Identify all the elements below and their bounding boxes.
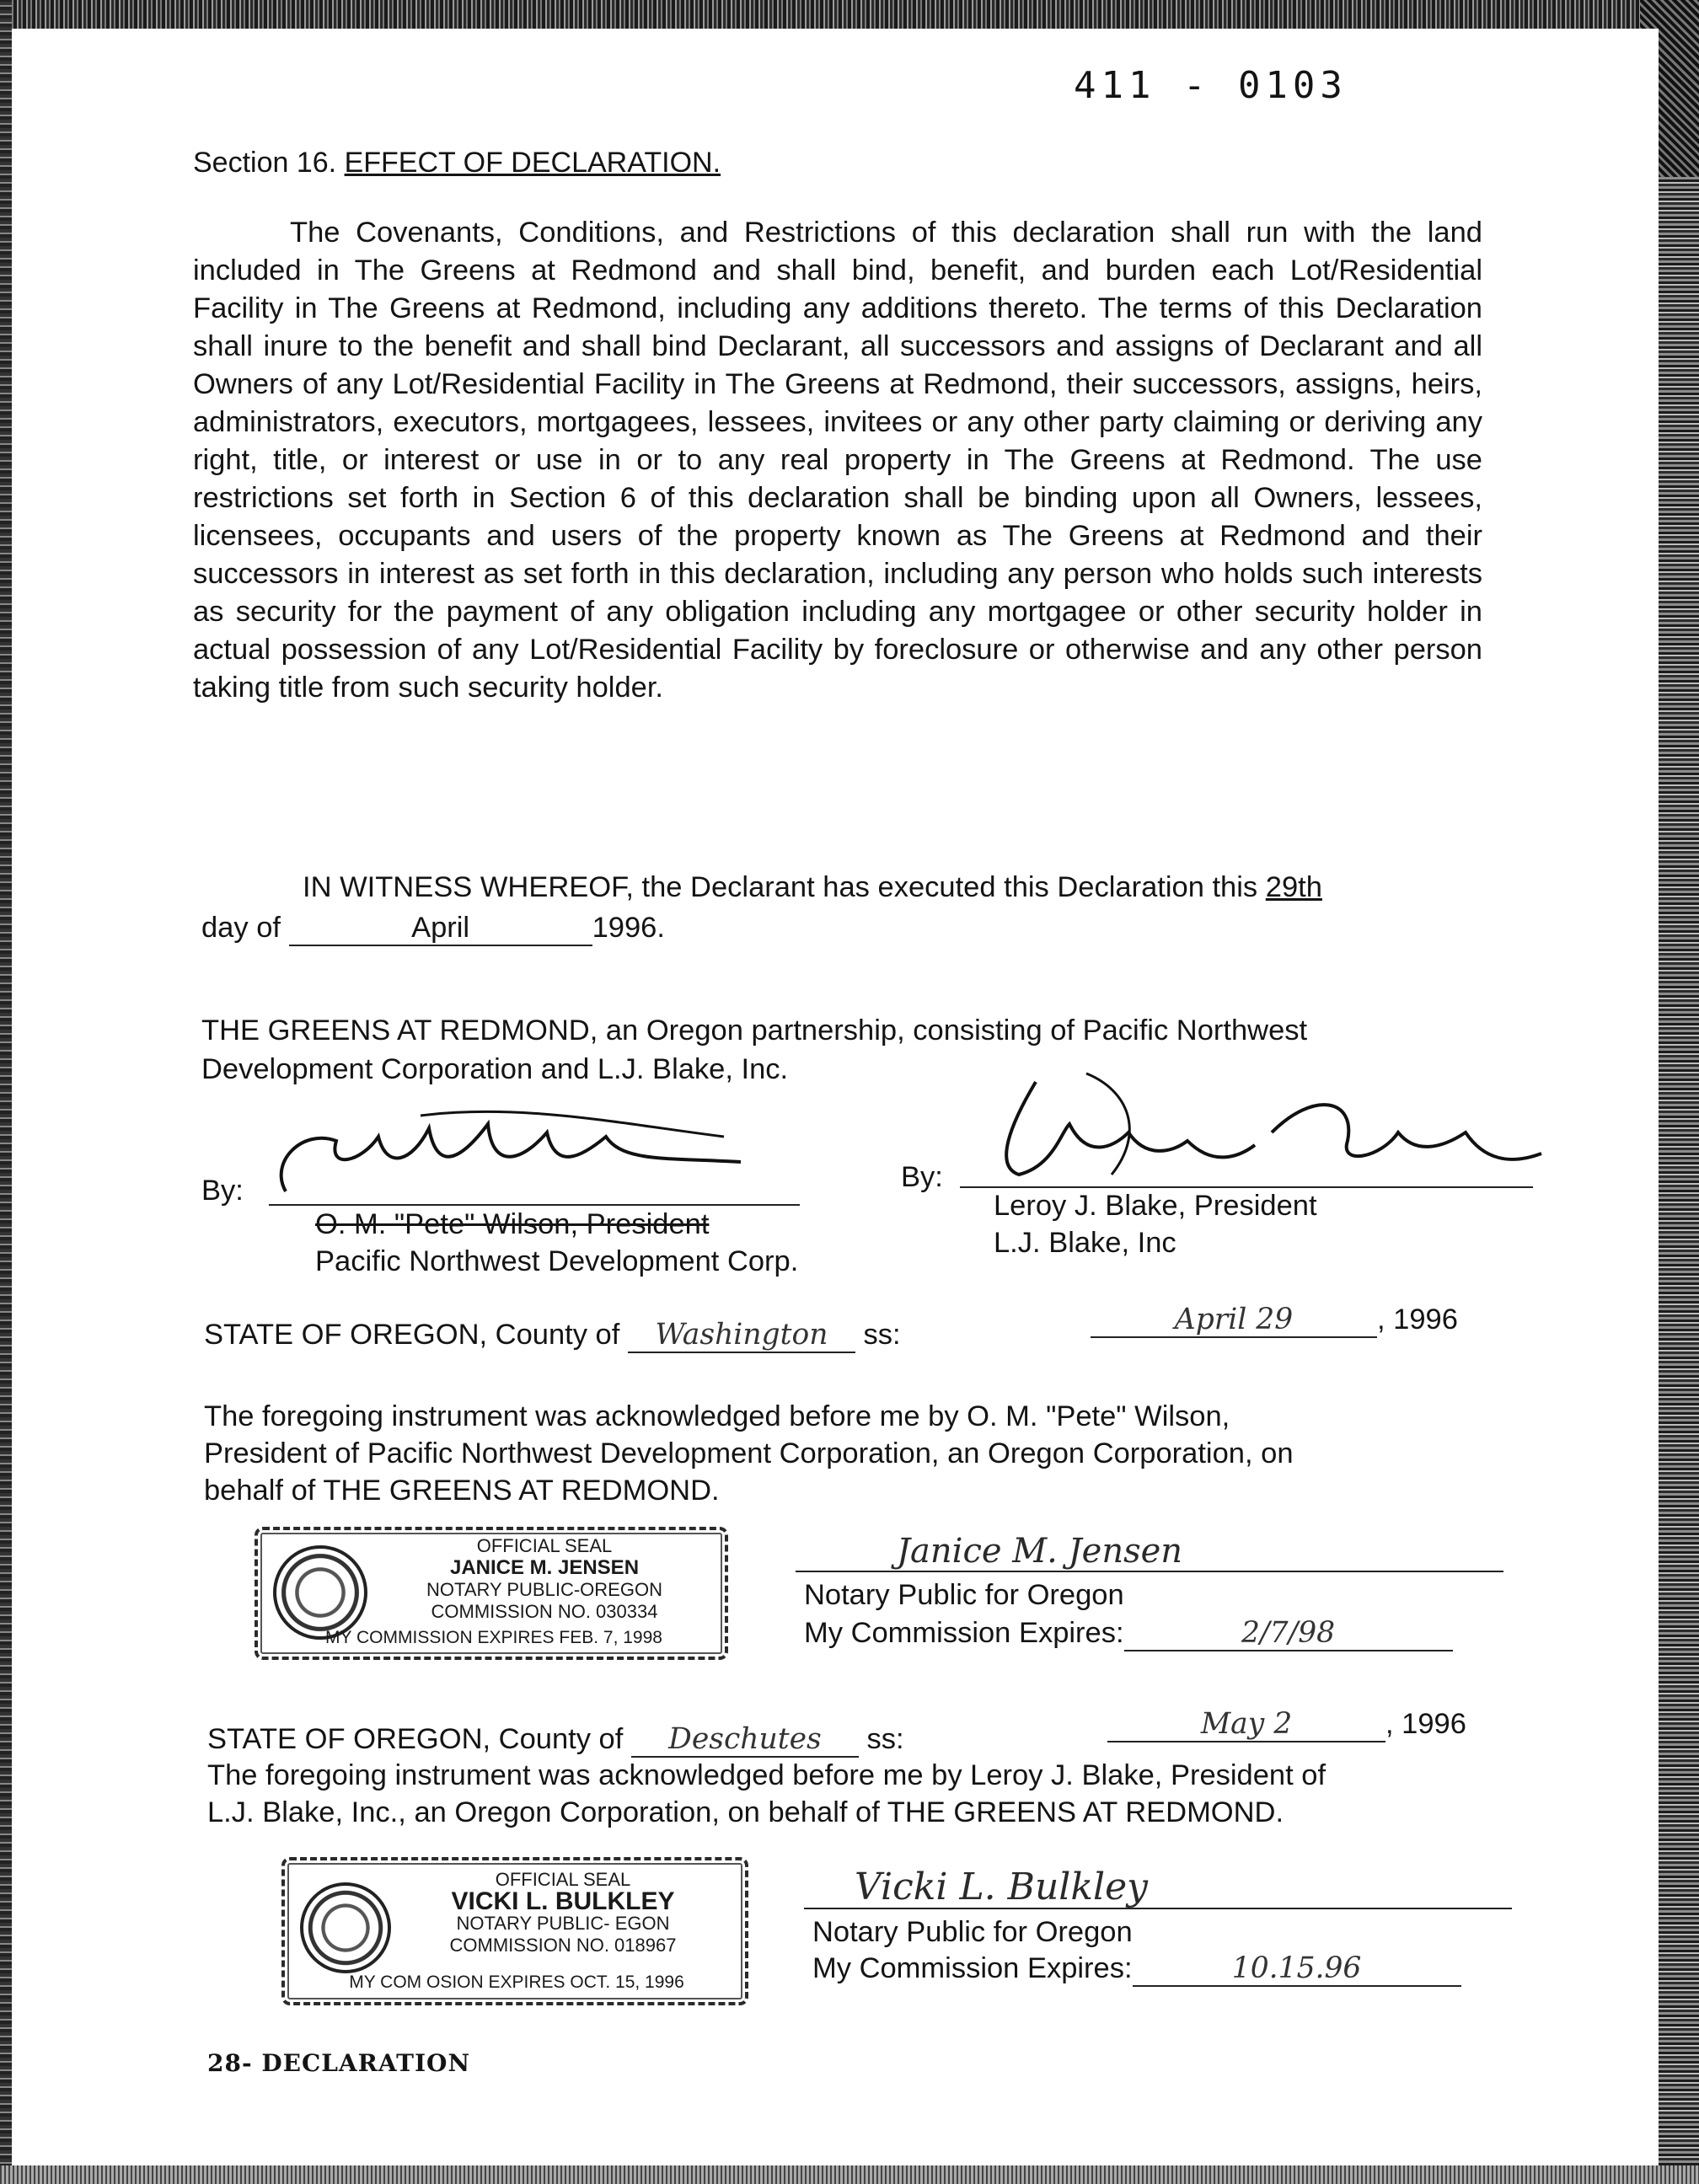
witness-day: 29th (1265, 871, 1322, 903)
notary-2-signature: Vicki L. Bulkley (855, 1866, 1149, 1908)
signature-2-line (960, 1132, 1533, 1188)
ack2-text-2: L.J. Blake, Inc., an Oregon Corporation, on behalf of THE GREENS AT REDMOND. (207, 1796, 1284, 1828)
body-paragraph: The Covenants, Conditions, and Restrictions of this declaration shall run with the land included in The Greens at Redmond and shall bind, benefit, and burden each Lot/Residential Facility in The Greens at Redmond, including any additions thereto. The terms of this Declaration shall inure to the benefit and shall bind Declarant, all successors and assigns of Declarant and all Owners of any Lot/Residential Facility in The Greens at Redmond, their successors, assigns, heirs, administrators, executors, mortgagees, lessees, invitees or any other party claiming or deriving any right, title, or interest or use in or to any real property in The Greens at Redmond. The use restrictions set forth in Section 6 of this declaration shall be binding upon all Owners, lessees, licensees, occupants and users of the property known as The Greens at Redmond and their successors in interest as set forth in this declaration, including any person who holds such interests as security for the payment of any obligation including any mortgagee or other security holder in actual possession of any Lot/Residential Facility by foreclosure or otherwise and any other person taking title from such security holder. (193, 217, 1482, 704)
seal-1-text (376, 1535, 713, 1623)
scan-border-right (1659, 0, 1699, 2184)
ack1-state-line (204, 1318, 901, 1353)
ack1-ss: ss: (863, 1319, 901, 1351)
ack2-ss: ss: (866, 1723, 904, 1755)
seal-2-line-2: COMMISSION NO. 018967 (449, 1935, 677, 1956)
ack1-text-1: The foregoing instrument was acknowledged before me by O. M. "Pete" Wilson, (204, 1400, 1230, 1432)
ack2-date-line (1107, 1707, 1466, 1742)
witness-text: IN WITNESS WHEREOF, the Declarant has executed this Declaration this (303, 871, 1258, 903)
seal-2-title: OFFICIAL SEAL (495, 1869, 631, 1890)
notary-1-label: Notary Public for Oregon (804, 1579, 1124, 1611)
ack1-text-3: behalf of THE GREENS AT REDMOND. (204, 1475, 720, 1507)
signature-1-by: By: (201, 1175, 244, 1207)
signature-2-scribble (960, 1073, 1533, 1127)
seal-2-line-1: NOTARY PUBLIC- EGON (456, 1913, 670, 1934)
signature-1-name (315, 1208, 709, 1241)
seal-1-line-1: NOTARY PUBLIC-OREGON (426, 1579, 662, 1600)
section-title: EFFECT OF DECLARATION. (344, 147, 721, 179)
ack2-state-line (207, 1722, 904, 1758)
notary-1-signature: Janice M. Jensen (897, 1532, 1183, 1571)
notary-2-expires-label: My Commission Expires: (812, 1952, 1133, 1984)
notary-2-label: Notary Public for Oregon (812, 1916, 1133, 1948)
seal-1-line-3: MY COMMISSION EXPIRES FEB. 7, 1998 (325, 1628, 662, 1647)
seal-2-text (394, 1869, 732, 1956)
scan-border-top (0, 0, 1699, 29)
signature-2-org: L.J. Blake, Inc (994, 1227, 1176, 1259)
signature-2-name: Leroy J. Blake, President (994, 1190, 1317, 1222)
seal-2-line-3: MY COM OSION EXPIRES OCT. 15, 1996 (349, 1973, 684, 1992)
ack1-text-2: President of Pacific Northwest Development Corporation, an Oregon Corporation, on (204, 1437, 1294, 1469)
witness-date-line (201, 912, 665, 946)
notary-2-expires: 10.15.96 (1133, 1951, 1461, 1987)
ack1-county: Washington (628, 1318, 855, 1353)
notary-1-expires-line (804, 1616, 1453, 1651)
seal-emblem-1 (273, 1545, 367, 1640)
notary-1-expires: 2/7/98 (1124, 1616, 1453, 1651)
ack1-date: April 29 (1091, 1303, 1377, 1338)
document-number: 411 - 0103 (1074, 64, 1348, 107)
witness-month: April (289, 912, 592, 946)
notary-2-expires-line (812, 1951, 1461, 1987)
section-label: Section 16. (193, 147, 337, 179)
section-heading (193, 147, 721, 179)
notary-1-signature-line (796, 1532, 1503, 1572)
signature-1-org: Pacific Northwest Development Corp. (315, 1245, 799, 1277)
signature-1-line (269, 1145, 800, 1206)
ack2-year: , 1996 (1385, 1708, 1466, 1740)
witness-line (303, 871, 1322, 904)
document-page (12, 29, 1659, 2165)
seal-2-name: VICKI L. BULKLEY (451, 1887, 675, 1915)
scan-border-left (0, 0, 12, 2184)
seal-emblem-2 (300, 1882, 391, 1973)
signature-1-scribble (269, 1111, 800, 1170)
party-line-2: Development Corporation and L.J. Blake, Inc. (201, 1053, 789, 1085)
ack2-date: May 2 (1107, 1707, 1385, 1742)
scan-border-bottom (0, 2165, 1699, 2184)
party-line-1: THE GREENS AT REDMOND, an Oregon partnership, consisting of Pacific Northwest (201, 1014, 1308, 1046)
seal-1-title: OFFICIAL SEAL (476, 1535, 613, 1556)
ack2-county: Deschutes (631, 1722, 859, 1758)
ack2-text-1: The foregoing instrument was acknowledged before me by Leroy J. Blake, President of (207, 1759, 1327, 1791)
ack1-date-line (1091, 1303, 1458, 1338)
ack1-state: STATE OF OREGON, County of (204, 1319, 620, 1351)
signature-2-by: By: (901, 1161, 943, 1193)
seal-1-name: JANICE M. JENSEN (449, 1556, 640, 1579)
ack2-state: STATE OF OREGON, County of (207, 1723, 624, 1755)
notary-2-signature-line (804, 1857, 1512, 1909)
notary-seal-1 (255, 1527, 728, 1660)
notary-seal-2 (281, 1857, 748, 2005)
page-footer: 28- DECLARATION (207, 2049, 471, 2077)
notary-1-expires-label: My Commission Expires: (804, 1617, 1124, 1649)
seal-1-line-2: COMMISSION NO. 030334 (431, 1601, 658, 1622)
witness-year: 1996. (592, 912, 665, 944)
witness-day-of: day of (201, 912, 281, 944)
signature-1-name-text: O. M. "Pete" Wilson, President (315, 1208, 710, 1240)
ack1-year: , 1996 (1377, 1303, 1458, 1336)
